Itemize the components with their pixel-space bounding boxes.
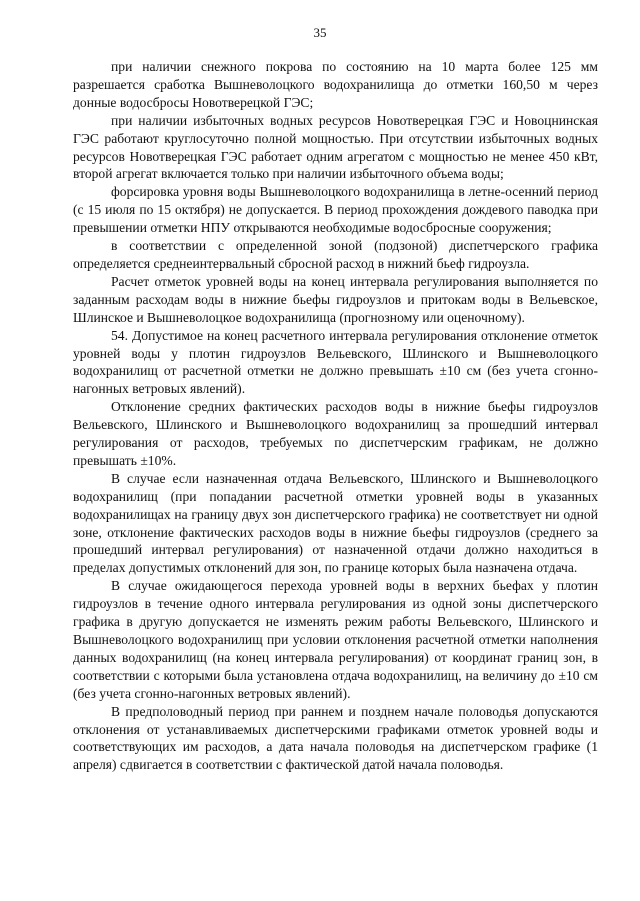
paragraph-excess-water: при наличии избыточных водных ресурсов Новотверецкая ГЭС и Новоцнинская ГЭС работают круглосуточно полной мощностью. При отсутствии избыточных водных ресурсов Новотверецкая ГЭС работает одним агрегатом с мощностью не менее 450 кВт, второй агрегат включается только при наличии избыточного объема воды; [73,112,598,182]
paragraph-zone-transition: В случае ожидающегося перехода уровней воды в верхних бьефах у плотин гидроузлов в течение одного интервала регулирования из одной зоны диспетчерского графика в другую допускается не изменять режим работы Вельевского, Шлинского и Вышневолоцкого водохранилищ при условии отклонения расчетной отметки наполнения данных водохранилищ (на конец интервала регулирования) от координат границ зон, в соответствии с которыми была установлена отдача водохранилищ, на величину до ±10 см (без учета сгонно-нагонных ветровых явлений). [73,578,598,701]
page-number: 35 [313,25,327,40]
paragraph-clause-54: 54. Допустимое на конец расчетного интервала регулирования отклонение отметок уровней воды у плотин гидроузлов Вельевского, Шлинского и Вышневолоцкого водохранилищ от расчетной отметки не должно превышать ±10 см (без учета сгонно-нагонных ветровых явлений). [73,327,598,397]
document-body [73,58,598,774]
paragraph-discharge-deviation: Отклонение средних фактических расходов воды в нижние бьефы гидроузлов Вельевского, Шлинского и Вышневолоцкого водохранилищ за прошедший интервал регулирования от расходов, требуемых по диспетчерским графикам, не должно превышать ±10%. [73,399,598,468]
paragraph-forcing-level: форсировка уровня воды Вышневолоцкого водохранилища в летне-осенний период (с 15 июля по 15 октября) не допускается. В период прохождения дождевого паводка при превышении отметки НПУ открываются необходимые водосбросные сооружения; [73,184,598,236]
paragraph-dispatch-zone: в соответствии с определенной зоной (подзоной) диспетчерского графика определяется среднеинтервальный сбросной расход в нижний бьеф гидроузла. [73,238,598,271]
paragraph-zone-boundary: В случае если назначенная отдача Вельевского, Шлинского и Вышневолоцкого водохранилищ (при попадании расчетной отметки уровней воды в указанных водохранилищах на границу двух зон диспетчерского графика) не соответствует ни одной зоне, отклонение фактических расходов воды в нижние бьефы гидроузлов (среднего за прошедший интервал регулирования) от назначенной отдачи должно находиться в пределах допустимых отклонений для зон, по границе которых была назначена отдача. [73,470,598,576]
paragraph-snow-cover: при наличии снежного покрова по состоянию на 10 марта более 125 мм разрешается сработка Вышневолоцкого водохранилища до отметки 160,50 м через донные водосбросы Новотверецкой ГЭС; [73,59,598,110]
paragraph-level-calculation: Расчет отметок уровней воды на конец интервала регулирования выполняется по заданным расходам воды в нижние бьефы гидроузлов и притокам воды в Вельевское, Шлинское и Вышневолоцкое водохранилища (прогнозному или оценочному). [73,273,598,325]
paragraph-pre-flood-period: В предполоводный период при раннем и позднем начале половодья допускаются отклонения от устанавливаемых диспетчерскими графиками отметок уровней воды и соответствующих им расходов, а дата начала половодья на диспетчерском графике (1 апреля) сдвигается в соответствии с фактической датой начала половодья. [73,703,598,773]
